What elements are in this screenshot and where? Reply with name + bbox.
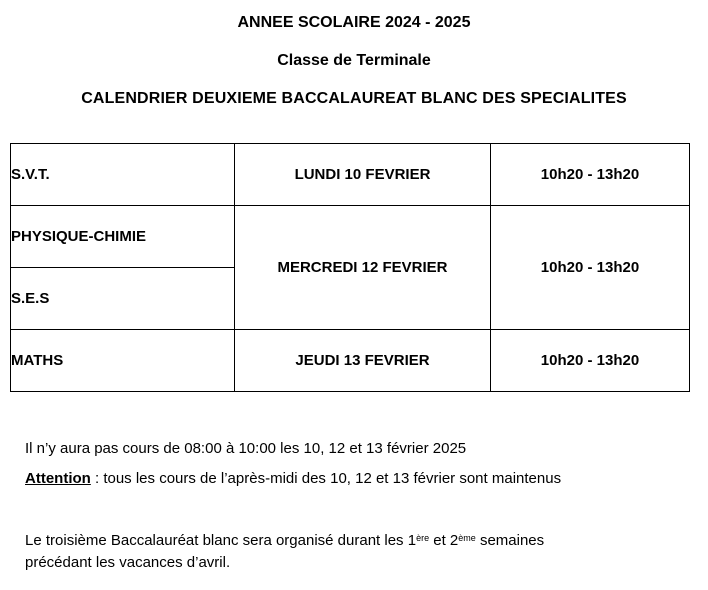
time-cell: 10h20 - 13h20 bbox=[491, 144, 690, 206]
third-bac-text-1: Le troisième Baccalauréat blanc sera organisé durant les 1 bbox=[25, 532, 417, 549]
subject-cell: MATHS bbox=[11, 330, 235, 392]
date-cell: LUNDI 10 FEVRIER bbox=[235, 144, 491, 206]
date-cell: MERCREDI 12 FEVRIER bbox=[235, 206, 491, 330]
third-bac-note-line2: précédant les vacances d’avril. bbox=[25, 554, 231, 571]
attention-text: : tous les cours de l’après-midi des 10, 12 et 13 février sont maintenus bbox=[90, 470, 562, 487]
table-row bbox=[11, 330, 690, 392]
subject-cell: S.E.S bbox=[11, 268, 235, 330]
date-cell: JEUDI 13 FEVRIER bbox=[235, 330, 491, 392]
time-cell: 10h20 - 13h20 bbox=[491, 206, 690, 330]
table-row bbox=[11, 206, 690, 268]
ordinal-superscript-2: ème bbox=[458, 533, 476, 543]
table-row bbox=[11, 144, 690, 206]
ordinal-superscript-1: ère bbox=[416, 533, 430, 543]
third-bac-text-2: et 2 bbox=[429, 532, 459, 549]
calendar-title: CALENDRIER DEUXIEME BACCALAUREAT BLANC DES SPECIALITES bbox=[81, 90, 627, 107]
exam-schedule-table bbox=[10, 143, 690, 392]
subject-cell: PHYSIQUE-CHIMIE bbox=[11, 206, 235, 268]
third-bac-text-3: semaines bbox=[475, 532, 545, 549]
third-bac-note bbox=[25, 531, 544, 551]
attention-note bbox=[25, 469, 561, 489]
time-cell: 10h20 - 13h20 bbox=[491, 330, 690, 392]
attention-label: Attention bbox=[25, 470, 91, 487]
subject-cell: S.V.T. bbox=[11, 144, 235, 206]
class-heading: Classe de Terminale bbox=[277, 52, 431, 69]
school-year-heading: ANNEE SCOLAIRE 2024 - 2025 bbox=[237, 14, 471, 31]
no-class-note: Il n’y aura pas cours de 08:00 à 10:00 les 10, 12 et 13 février 2025 bbox=[25, 440, 467, 457]
